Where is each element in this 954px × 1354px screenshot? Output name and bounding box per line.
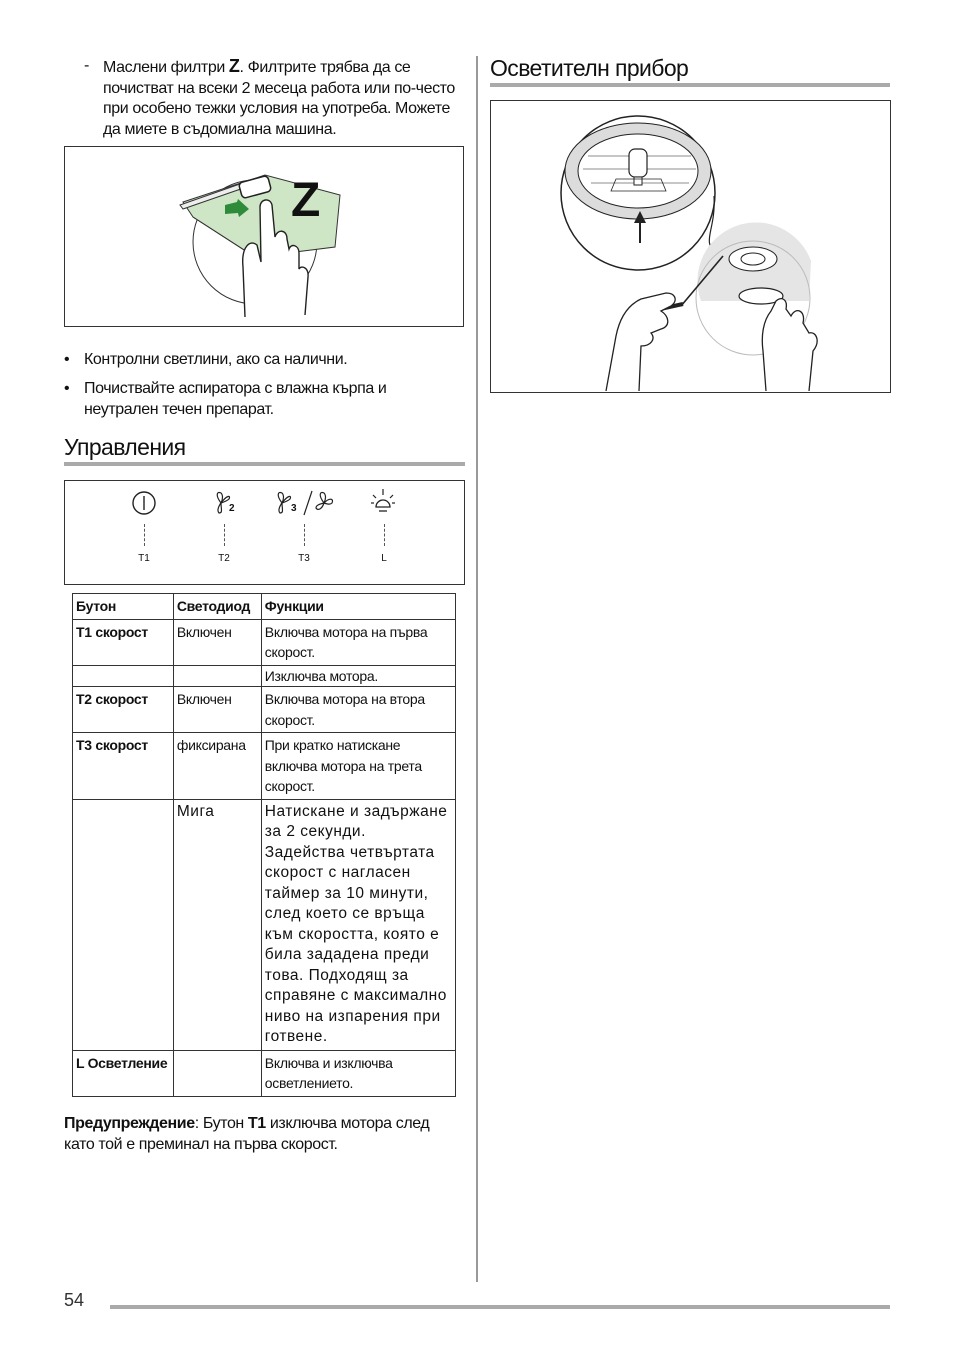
controls-table — [72, 593, 456, 1097]
cell-button: T2 скорост — [73, 687, 174, 733]
cell-led — [173, 665, 261, 687]
cell-led: Включен — [173, 687, 261, 733]
panel-label-t2: T2 — [218, 553, 230, 564]
cell-led — [173, 1050, 261, 1096]
panel-label-l: L — [381, 553, 387, 564]
header-led: Светодиод — [173, 594, 261, 620]
bullet-text: Контролни светлини, ако са налични. — [84, 351, 348, 368]
header-button: Бутон — [73, 594, 174, 620]
fan-speed-3-icon — [272, 489, 342, 517]
table-row — [73, 733, 456, 800]
light-icon — [368, 487, 398, 517]
controls-heading: Управления — [64, 434, 186, 460]
filter-line-4: да миете в съдомиална машина. — [103, 120, 337, 138]
cell-function: Изключва мотора. — [261, 665, 455, 687]
table-row — [73, 799, 456, 1050]
table-header-row — [73, 594, 456, 620]
controls-heading-rule — [64, 462, 465, 466]
cell-function: Натискане и задържане за 2 секунди. Задейства четвъртата скорост с нагласен таймер за 10 минути, след което се връща към скоростта, която е била зададена преди това. Подходящ за справяне с максимално ниво на изпарения при готвене. — [261, 799, 455, 1050]
footer-rule — [110, 1305, 890, 1309]
fan-speed-2-subscript: 2 — [229, 503, 235, 514]
filter-line-3: при особено тежки условия на употреба. Можете — [103, 100, 450, 117]
warning-line-2: като той е преминал на първа скорост. — [64, 1135, 338, 1153]
filter-line-2: почистват на всеки 2 месеца работа или по-често — [103, 79, 455, 97]
leader-line-l — [384, 524, 385, 546]
control-panel-figure — [64, 480, 465, 585]
power-icon — [130, 489, 158, 517]
bullet-item: • Почиствайте аспиратора с влажна кърпа и неутрален течен препарат. — [64, 379, 464, 420]
filter-z-label: Z — [291, 174, 321, 227]
fan-speed-2-icon — [211, 489, 241, 517]
bullet-text-line-1: Почиствайте аспиратора с влажна кърпа и — [84, 380, 387, 397]
column-divider — [476, 56, 478, 1282]
cell-function: При кратко натискане включва мотора на трета скорост. — [261, 733, 455, 800]
cell-led: Мига — [173, 799, 261, 1050]
warning-note — [64, 1114, 464, 1155]
lamp-replacement-illustration — [491, 101, 889, 391]
dash-mark: - — [84, 57, 89, 74]
table-row — [73, 619, 456, 665]
page-number: 54 — [64, 1290, 85, 1310]
cell-function: Включва мотора на втора скорост. — [261, 687, 455, 733]
leader-line-t3 — [304, 524, 305, 546]
table-row — [73, 1050, 456, 1096]
cell-button — [73, 665, 174, 687]
leader-line-t1 — [144, 524, 145, 546]
lighting-heading-rule — [490, 83, 890, 87]
cell-button: T1 скорост — [73, 619, 174, 665]
leader-line-t2 — [224, 524, 225, 546]
panel-label-t1: T1 — [138, 553, 150, 564]
lighting-heading: Осветителн прибор — [490, 55, 689, 81]
cell-button: T3 скорост — [73, 733, 174, 800]
bullet-item: • Контролни светлини, ако са налични. — [64, 350, 464, 378]
panel-label-t3: T3 — [298, 553, 310, 564]
cell-button — [73, 799, 174, 1050]
cell-led: Включен — [173, 619, 261, 665]
table-row — [73, 665, 456, 687]
bullet-list — [64, 350, 464, 420]
bullet-text-line-2: неутрален течен препарат. — [84, 400, 274, 418]
filter-line-1: Маслени филтри Z. Филтрите трябва да се — [103, 56, 411, 76]
cell-function: Включва и изключва осветлението. — [261, 1050, 455, 1096]
filter-removal-illustration — [65, 147, 462, 325]
cell-function: Включва мотора на първа скорост. — [261, 619, 455, 665]
header-functions: Функции — [261, 594, 455, 620]
filter-figure — [64, 146, 464, 327]
lighting-figure — [490, 100, 891, 393]
table-row — [73, 687, 456, 733]
fan-speed-3-subscript: 3 — [291, 503, 297, 514]
cell-led: фиксирана — [173, 733, 261, 800]
cell-button: L Осветление — [73, 1050, 174, 1096]
warning-line-1: Предупреждение: Бутон T1 изключва мотора след — [64, 1115, 430, 1132]
